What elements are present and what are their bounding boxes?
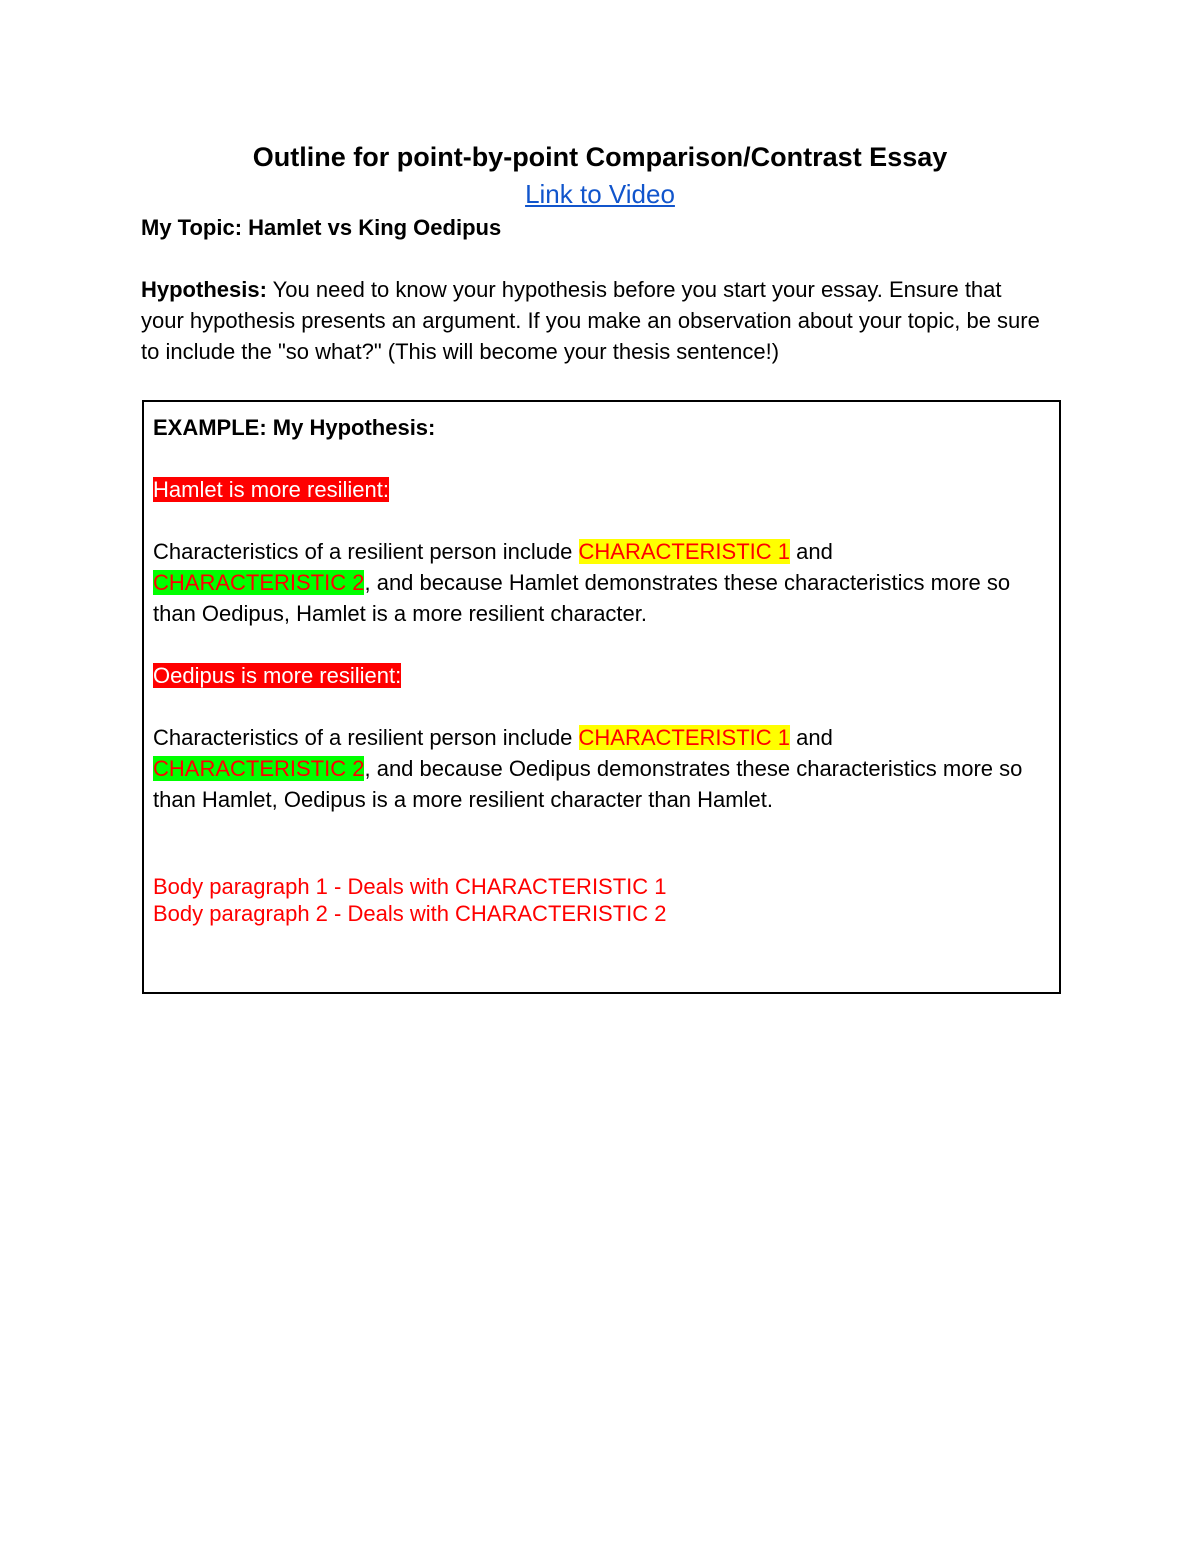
hypothesis-text: You need to know your hypothesis before you start your essay. Ensure that your hypothesis presents an argument. If you make an observation about your topic, be sure to include the "so what?" (This will become your thesis sentence!)	[141, 277, 1040, 364]
video-link-container	[0, 176, 1200, 212]
topic-line: My Topic: Hamlet vs King Oedipus	[141, 215, 502, 240]
example-heading: EXAMPLE: My Hypothesis:	[153, 415, 436, 440]
body-paragraph-2: Body paragraph 2 - Deals with CHARACTERISTIC 2	[153, 901, 667, 926]
hypothesis-paragraph	[141, 274, 1041, 367]
link-to-video[interactable]: Link to Video	[525, 179, 675, 209]
example-hypothesis-box	[142, 400, 1061, 994]
option2-text-start: Characteristics of a resilient person include	[153, 725, 579, 750]
option1-text-start: Characteristics of a resilient person include	[153, 539, 579, 564]
option2-and: and	[790, 725, 833, 750]
option2-label: Oedipus is more resilient:	[153, 663, 402, 688]
body-paragraph-1: Body paragraph 1 - Deals with CHARACTERISTIC 1	[153, 874, 667, 899]
option2-characteristic-2: CHARACTERISTIC 2	[153, 756, 365, 781]
option1-text-end: , and because Hamlet demonstrates these characteristics more so than Oedipus, Hamlet is a more resilient character.	[153, 570, 1011, 626]
option1-label-line	[153, 474, 1043, 505]
option1-characteristic-2: CHARACTERISTIC 2	[153, 570, 365, 595]
option1-characteristic-1: CHARACTERISTIC 1	[578, 539, 791, 564]
option1-and: and	[790, 539, 833, 564]
option2-paragraph	[153, 722, 1043, 815]
option2-characteristic-1: CHARACTERISTIC 1	[578, 725, 791, 750]
option2-label-line	[153, 660, 1043, 691]
page-title: Outline for point-by-point Comparison/Contrast Essay	[252, 142, 948, 172]
body-paragraph-list	[153, 873, 1043, 927]
hypothesis-label: Hypothesis:	[141, 277, 267, 302]
option2-text-end: , and because Oedipus demonstrates these characteristics more so than Hamlet, Oedipus is a more resilient character than Hamlet.	[153, 756, 1023, 812]
option1-label: Hamlet is more resilient:	[153, 477, 389, 502]
example-box-content	[153, 412, 1043, 927]
option1-paragraph	[153, 536, 1043, 629]
